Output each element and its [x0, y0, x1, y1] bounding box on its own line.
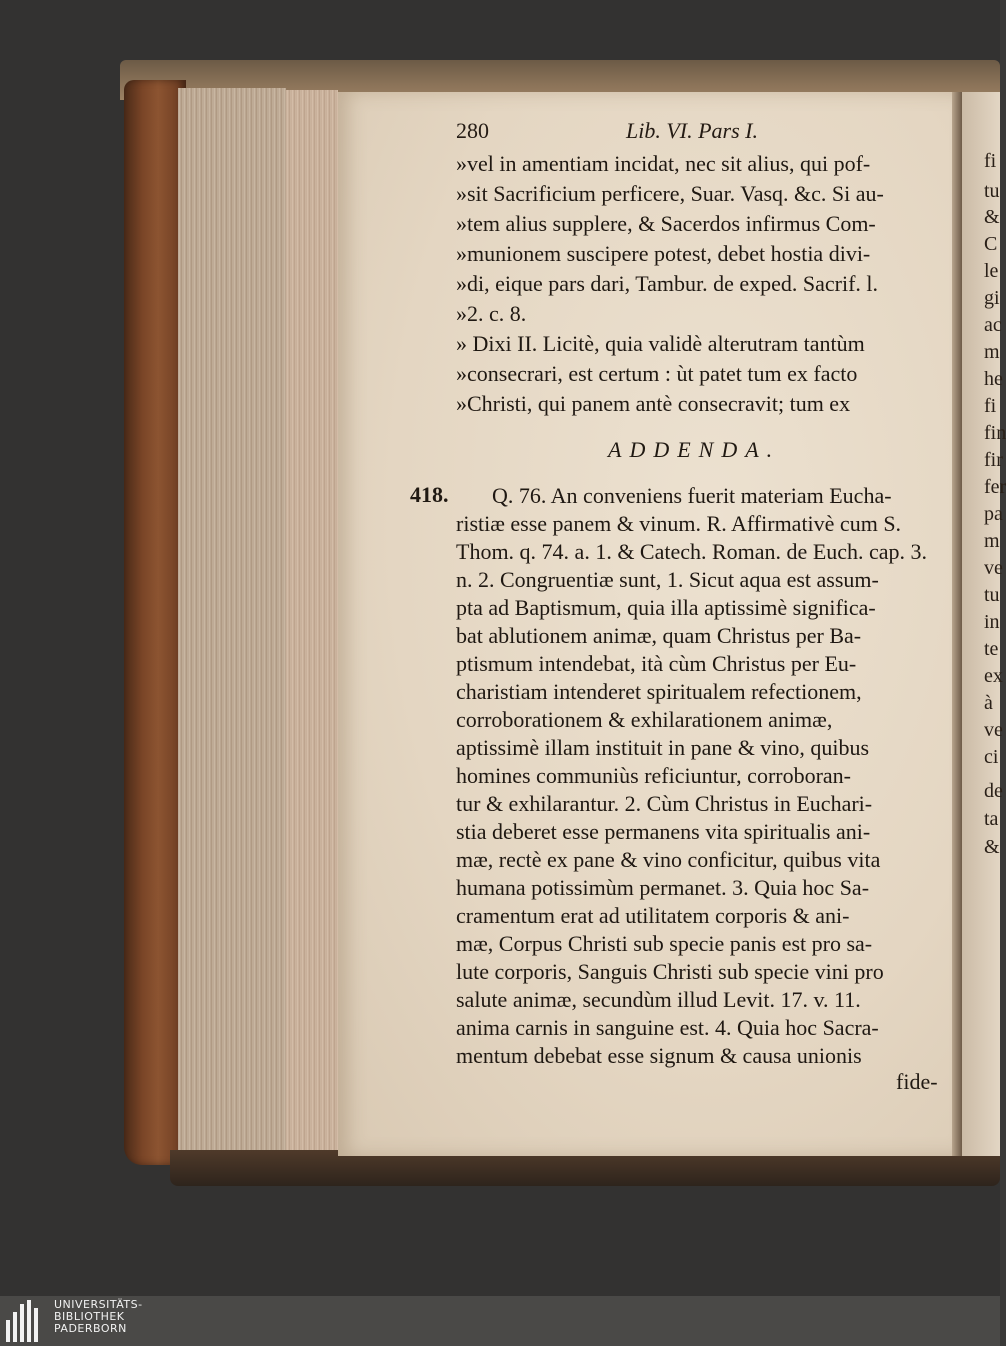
facing-fragment: ex — [984, 665, 1003, 687]
footer-bar — [0, 1296, 1000, 1346]
facing-fragment: fi — [984, 150, 997, 172]
text-line: tur & exhilarantur. 2. Cùm Christus in Euchari- — [456, 791, 873, 816]
library-line-2: BIBLIOTHEK — [54, 1310, 125, 1323]
facing-fragment: fin — [984, 422, 1006, 444]
text-line: »vel in amentiam incidat, nec sit alius, qui pof- — [456, 151, 871, 176]
page-gutter — [952, 92, 962, 1156]
facing-fragment: fir — [984, 449, 1003, 471]
facing-fragment: de — [984, 780, 1003, 802]
book-spine — [124, 80, 186, 1165]
library-line-3: PADERBORN — [54, 1322, 127, 1335]
text-line: Thom. q. 74. a. 1. & Catech. Roman. de Euch. cap. 3. — [456, 539, 928, 564]
text-line: »munionem suscipere potest, debet hostia divi- — [456, 241, 871, 266]
text-line: n. 2. Congruentiæ sunt, 1. Sicut aqua est assum- — [456, 567, 879, 592]
facing-fragment: he — [984, 368, 1003, 390]
facing-fragment: tu — [984, 180, 1000, 202]
text-line: stia deberet esse permanens vita spiritualis ani- — [456, 819, 871, 844]
facing-fragment: fi — [984, 395, 997, 417]
facing-fragment: C — [984, 233, 998, 255]
text-line: » Dixi II. Licitè, quia validè alterutram tantùm — [456, 331, 865, 356]
text-line: »consecrari, est certum : ùt patet tum ex facto — [456, 361, 858, 386]
facing-fragment: fer — [984, 476, 1006, 498]
library-logo-icon — [6, 1298, 46, 1342]
text-line: homines communiùs reficiuntur, corroboran- — [456, 763, 852, 788]
library-name — [54, 1299, 143, 1335]
page-edges-inner — [286, 90, 338, 1156]
text-line: ptismum intendebat, ità cùm Christus per Eu- — [456, 651, 857, 676]
text-line: anima carnis in sanguine est. 4. Quia hoc Sacra- — [456, 1015, 879, 1040]
facing-fragment: le — [984, 260, 999, 282]
facing-fragment: ci — [984, 746, 999, 768]
facing-fragment: & — [984, 836, 1000, 858]
text-line: humana potissimùm permanet. 3. Quia hoc Sa- — [456, 875, 870, 900]
facing-fragment: pa — [984, 503, 1003, 525]
text-line: Q. 76. An conveniens fuerit materiam Eucha- — [492, 483, 892, 508]
marginal-number: 418. — [410, 482, 449, 507]
facing-fragment: ve — [984, 719, 1003, 741]
text-line: lute corporis, Sanguis Christi sub specie vini pro — [456, 959, 884, 984]
text-line: »Christi, qui panem antè consecravit; tum ex — [456, 391, 851, 416]
library-line-1: UNIVERSITÄTS- — [54, 1298, 143, 1311]
text-line: »2. c. 8. — [456, 301, 527, 326]
text-line: »tem alius supplere, & Sacerdos infirmus Com- — [456, 211, 876, 236]
text-line: mentum debebat esse signum & causa unionis — [456, 1043, 862, 1068]
facing-fragment: ac — [984, 314, 1002, 336]
facing-fragment: te — [984, 638, 999, 660]
text-line: corroborationem & exhilarationem animæ, — [456, 707, 833, 732]
facing-fragment: gi — [984, 287, 1000, 309]
text-line: ristiæ esse panem & vinum. R. Affirmativè cum S. — [456, 511, 902, 536]
text-line: salute animæ, secundùm illud Levit. 17. v. 11. — [456, 987, 861, 1012]
text-line: »di, eique pars dari, Tambur. de exped. Sacrif. l. — [456, 271, 879, 296]
text-line: pta ad Baptismum, quia illa aptissimè significa- — [456, 595, 876, 620]
catchword: fide- — [896, 1069, 938, 1094]
text-line: mæ, Corpus Christi sub specie panis est pro sa- — [456, 931, 873, 956]
facing-fragment: à — [984, 692, 993, 714]
text-line: aptissimè illam instituit in pane & vino, quibus — [456, 735, 870, 760]
facing-fragment: & — [984, 206, 1000, 228]
facing-fragment: ta — [984, 808, 999, 830]
facing-fragment: m — [984, 341, 1000, 363]
running-title: Lib. VI. Pars I. — [626, 118, 758, 143]
facing-fragment: in — [984, 611, 1000, 633]
text-line: mæ, rectè ex pane & vino conficitur, quibus vita — [456, 847, 881, 872]
facing-fragment: m — [984, 530, 1000, 552]
facing-fragment: ve — [984, 557, 1003, 579]
page-edges — [178, 88, 286, 1168]
text-line: »sit Sacrificium perficere, Suar. Vasq. &c. Si au- — [456, 181, 884, 206]
page-number: 280 — [456, 118, 489, 143]
facing-fragment: tu — [984, 584, 1000, 606]
text-line: bat ablutionem animæ, quam Christus per Ba- — [456, 623, 862, 648]
running-header — [456, 118, 796, 148]
text-line: cramentum erat ad utilitatem corporis & ani- — [456, 903, 850, 928]
text-line: charistiam intenderet spiritualem refectionem, — [456, 679, 862, 704]
section-heading: ADDENDA. — [608, 437, 781, 462]
